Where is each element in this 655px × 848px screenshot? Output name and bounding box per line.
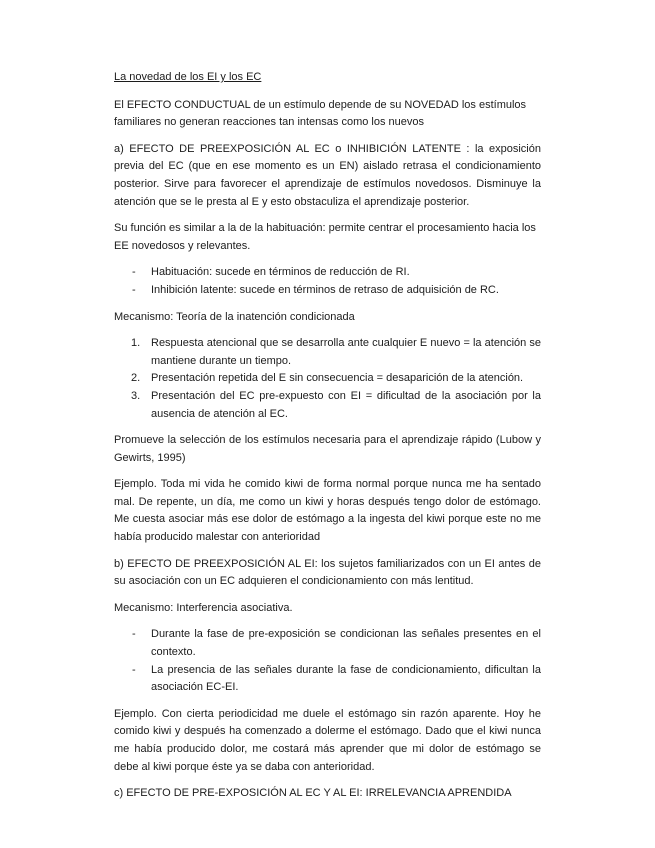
section-a-paragraph: a) EFECTO DE PREEXPOSICIÓN AL EC o INHIBICIÓN LATENTE : la exposición previa del EC (que en ese momento es un EN) aislado retrasa el condicionamiento posterior. Sirve para favorecer el aprendizaje de estímulos novedosos. Disminuye la atención que se le presta al E y esto obstaculiza el aprendizaje posterior. [114,142,541,208]
list-item-text: Durante la fase de pre-exposición se condicionan las señales presentes en el contexto. [151,628,541,659]
section-a-function-paragraph: Su función es similar a la de la habituación: permite centrar el procesamiento hacia los EE novedosos y relevantes. [114,222,536,252]
section-a-steps-list [114,335,541,423]
bullet-marker: - [132,283,136,296]
document-title: La novedad de los EI y los EC [114,71,262,83]
bullet-marker: - [132,628,136,641]
list-item-text: Inhibición latente: sucede en términos de retraso de adquisición de RC. [151,283,499,296]
section-a-promotes-paragraph: Promueve la selección de los estímulos necesaria para el aprendizaje rápido (Lubow y Gewirts, 1995) [114,434,541,464]
section-b-paragraph: b) EFECTO DE PREEXPOSICIÓN AL EI: los sujetos familiarizados con un EI antes de su asociación con un EC adquieren el condicionamiento con más lentitud. [114,557,541,588]
intro-paragraph: El EFECTO CONDUCTUAL de un estímulo depende de su NOVEDAD los estímulos familiares no generan reacciones tan intensas como los nuevos [114,98,527,129]
section-a-example-paragraph: Ejemplo. Toda mi vida he comido kiwi de forma normal porque nunca me ha sentado mal. De repente, un día, me como un kiwi y horas después tengo dolor de estómago. Me cuesta asociar más ese dolor de estómago a la ingesta del kiwi porque este no me había producido malestar con anterioridad [114,478,541,544]
bullet-marker: - [132,266,136,279]
list-item [114,626,541,661]
section-b-mechanism: Mecanismo: Interferencia asociativa. [114,601,293,614]
list-item [114,388,541,423]
list-item [114,662,541,697]
list-item-text: Presentación repetida del E sin consecuencia = desaparición de la atención. [151,372,524,385]
step-number: 3. [131,389,141,402]
list-item-text: La presencia de las señales durante la fase de condicionamiento, dificultan la asociación EC-EI. [151,663,541,694]
list-item [114,282,541,300]
section-c-heading: c) EFECTO DE PRE-EXPOSICIÓN AL EC Y AL EI: IRRELEVANCIA APRENDIDA [114,787,512,800]
section-a-mechanism: Mecanismo: Teoría de la inatención condicionada [114,310,355,323]
section-a-bullet-list [114,264,541,299]
section-b-example-paragraph: Ejemplo. Con cierta periodicidad me duele el estómago sin razón aparente. Hoy he comido kiwi y después ha comenzado a dolerme el estómago. Dado que el kiwi nunca me había producido dolor, me costará más aprender que mi dolor de estómago se debe al kiwi porque éste ya se daba con anterioridad. [114,707,541,773]
list-item [114,264,541,282]
list-item [114,335,541,370]
step-number: 2. [131,372,141,385]
step-number: 1. [131,337,141,350]
section-b-bullet-list [114,626,541,696]
list-item-text: Respuesta atencional que se desarrolla ante cualquier E nuevo = la atención se mantiene durante un tiempo. [151,337,541,367]
bullet-marker: - [132,663,136,676]
list-item-text: Presentación del EC pre-expuesto con EI = dificultad de la asociación por la ausencia de atención al EC. [151,389,541,420]
list-item-text: Habituación: sucede en términos de reducción de RI. [151,266,410,279]
list-item [114,370,541,388]
